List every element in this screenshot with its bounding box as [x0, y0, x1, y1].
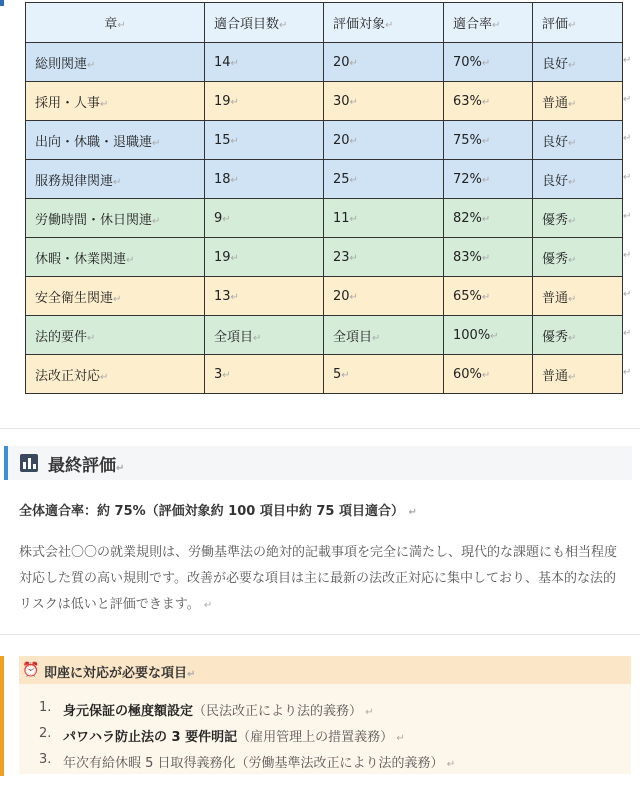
cell-grade: 優秀↵ — [533, 238, 623, 277]
cell-grade: 優秀↵ — [533, 199, 623, 238]
cell-matched: 19↵ — [205, 82, 324, 121]
cell-chapter: 服務規律関連↵ — [26, 160, 205, 199]
header-target: 評価対象↵ — [324, 3, 444, 43]
cell-matched: 18↵ — [205, 160, 324, 199]
cell-matched: 19↵ — [205, 238, 324, 277]
cell-chapter: 総則関連↵ — [26, 43, 205, 82]
cell-rate: 83%↵ — [444, 238, 533, 277]
final-evaluation-title: 最終評価↵ — [48, 456, 125, 476]
cell-matched: 9↵ — [205, 199, 324, 238]
row-return-mark: ↵ — [623, 55, 632, 66]
row-return-mark: ↵ — [623, 133, 632, 144]
cell-target: 全項目↵ — [324, 316, 444, 355]
row-return-mark: ↵ — [623, 172, 632, 183]
cell-matched: 14↵ — [205, 43, 324, 82]
cell-matched: 3↵ — [205, 355, 324, 394]
row-return-mark: ↵ — [623, 289, 632, 300]
table-header-row — [26, 3, 623, 43]
cell-rate: 63%↵ — [444, 82, 533, 121]
cell-target: 20↵ — [324, 121, 444, 160]
cell-grade: 良好↵ — [533, 160, 623, 199]
cell-rate: 100%↵ — [444, 316, 533, 355]
cell-grade: 良好↵ — [533, 121, 623, 160]
row-return-mark: ↵ — [623, 250, 632, 261]
table-row — [26, 238, 623, 277]
cell-chapter: 法改正対応↵ — [26, 355, 205, 394]
bar-chart-icon — [20, 454, 38, 472]
cell-chapter: 法的要件↵ — [26, 316, 205, 355]
cell-chapter: 安全衛生関連↵ — [26, 277, 205, 316]
header-chapter: 章↵ — [26, 3, 205, 43]
cell-chapter: 採用・人事↵ — [26, 82, 205, 121]
cell-rate: 60%↵ — [444, 355, 533, 394]
list-item-emphasis: 身元保証の極度額設定 — [63, 704, 194, 719]
cell-target: 23↵ — [324, 238, 444, 277]
overall-rate-text: 全体適合率：約 75%（評価対象約 100 項目中約 75 項目適合） ↵ — [19, 504, 417, 519]
list-item-number: 1. — [39, 700, 52, 715]
cell-target: 20↵ — [324, 277, 444, 316]
section-accent-bar — [4, 446, 8, 480]
cell-matched: 13↵ — [205, 277, 324, 316]
top-accent-mark — [0, 0, 4, 6]
row-return-mark: ↵ — [623, 367, 632, 378]
urgent-list-item: 1. 身元保証の極度額設定（民法改正により法的義務） ↵ — [39, 700, 629, 726]
table-row — [26, 82, 623, 121]
cell-grade: 良好↵ — [533, 43, 623, 82]
evaluation-table — [25, 2, 623, 394]
cell-chapter: 労働時間・休日関連↵ — [26, 199, 205, 238]
cell-grade: 優秀↵ — [533, 316, 623, 355]
evaluation-table-container — [25, 2, 622, 394]
cell-rate: 72%↵ — [444, 160, 533, 199]
table-row — [26, 43, 623, 82]
urgent-items-list — [39, 700, 629, 778]
urgent-accent-bar — [0, 656, 4, 776]
alarm-icon: ⏰ — [22, 662, 40, 678]
urgent-list-item: 2. パワハラ防止法の 3 要件明記（雇用管理上の措置義務） ↵ — [39, 726, 629, 752]
urgent-items-header — [19, 656, 631, 684]
urgent-items-box — [19, 656, 631, 774]
cell-rate: 75%↵ — [444, 121, 533, 160]
cell-chapter: 出向・休職・退職連↵ — [26, 121, 205, 160]
list-item-note: （民法改正により法的義務） — [193, 704, 363, 719]
cell-rate: 65%↵ — [444, 277, 533, 316]
cell-rate: 82%↵ — [444, 199, 533, 238]
list-item-note: （雇用管理上の措置義務） — [237, 730, 394, 745]
cell-grade: 普通↵ — [533, 277, 623, 316]
list-item-note: 年次有給休暇 5 日取得義務化（労働基準法改正により法的義務） — [63, 756, 444, 771]
header-matched: 適合項目数↵ — [205, 3, 324, 43]
table-row — [26, 316, 623, 355]
cell-matched: 全項目↵ — [205, 316, 324, 355]
section-divider — [0, 634, 640, 635]
table-row — [26, 121, 623, 160]
cell-rate: 70%↵ — [444, 43, 533, 82]
list-item-number: 2. — [39, 726, 52, 741]
cell-target: 5↵ — [324, 355, 444, 394]
table-row — [26, 160, 623, 199]
table-row — [26, 355, 623, 394]
cell-target: 20↵ — [324, 43, 444, 82]
cell-target: 11↵ — [324, 199, 444, 238]
table-row — [26, 199, 623, 238]
row-return-mark: ↵ — [623, 94, 632, 105]
urgent-list-item: 3. 年次有給休暇 5 日取得義務化（労働基準法改正により法的義務） ↵ — [39, 752, 629, 778]
evaluation-summary-paragraph: 株式会社〇〇の就業規則は、労働基準法の絶対的記載事項を完全に満たし、現代的な課題にも相当程度対応した質の高い規則です。改善が必要な項目は主に最新の法改正対応に集中しており、基本的な法的リスクは低いと評価できます。 ↵ — [19, 545, 618, 612]
urgent-items-title: 即座に対応が必要な項目↵ — [44, 666, 196, 681]
header-rate: 適合率↵ — [444, 3, 533, 43]
row-return-mark: ↵ — [623, 328, 632, 339]
cell-chapter: 休暇・休業関連↵ — [26, 238, 205, 277]
section-divider — [0, 428, 640, 429]
final-evaluation-header — [4, 446, 632, 480]
cell-target: 30↵ — [324, 82, 444, 121]
table-row — [26, 277, 623, 316]
cell-grade: 普通↵ — [533, 82, 623, 121]
cell-target: 25↵ — [324, 160, 444, 199]
header-grade: 評価↵ — [533, 3, 623, 43]
list-item-emphasis: パワハラ防止法の 3 要件明記 — [63, 730, 238, 745]
cell-matched: 15↵ — [205, 121, 324, 160]
cell-grade: 普通↵ — [533, 355, 623, 394]
list-item-number: 3. — [39, 752, 52, 767]
row-return-mark: ↵ — [623, 211, 632, 222]
